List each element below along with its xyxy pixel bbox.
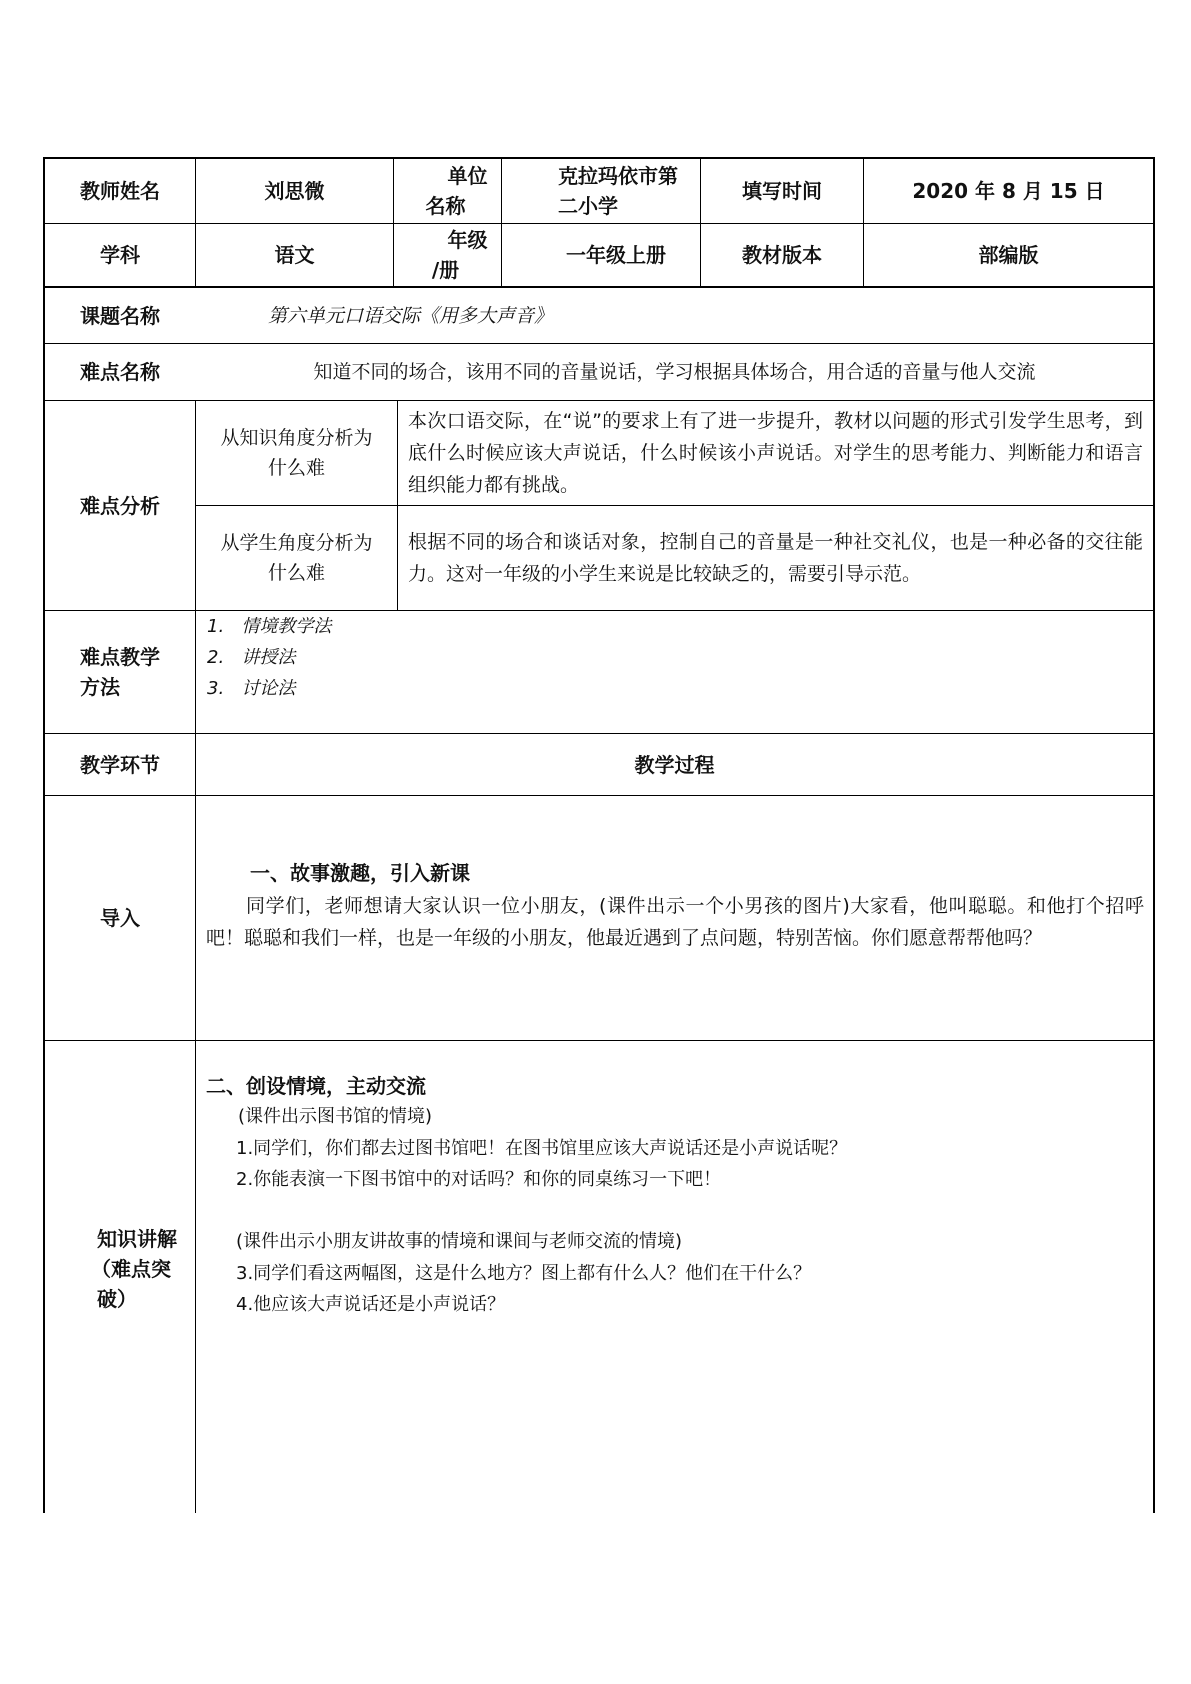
fill-time-value: 2020 年 8 月 15 日 [912, 179, 1105, 203]
knowledge-line-6: 4.他应该大声说话还是小声说话？ [236, 1294, 506, 1315]
topic-value: 第六单元口语交际《用多大声音》 [268, 304, 554, 327]
knowledge-angle-text: 本次口语交际，在“说”的要求上有了进一步提升，教材以问题的形式引发学生思考，到底什么时候应该大声说话，什么时候该小声说话。对学生的思考能力、判断能力和语言组织能力都有挑战。 [408, 410, 1143, 496]
methods-label-line1: 难点教学 [80, 645, 160, 669]
knowledge-line-5: 3.同学们看这两幅图，这是什么地方？图上都有什么人？他们在干什么？ [236, 1263, 812, 1284]
unit-label-line1: 单位 [447, 164, 488, 188]
knowledge-label-line2: （难点突 [91, 1257, 171, 1281]
intro-text: 同学们，老师想请大家认识一位小朋友，(课件出示一个小男孩的图片)大家看，他叫聪聪。和他打个招呼吧！聪聪和我们一样，也是一年级的小朋友，他最近遇到了点问题，特别苦恼。你们愿意帮帮他吗？ [206, 895, 1144, 949]
teacher-name-label: 教师姓名 [80, 179, 160, 203]
unit-label-line2: 名称 [425, 194, 466, 218]
unit-value-line2: 二小学 [558, 194, 618, 218]
difficulty-value: 知道不同的场合，该用不同的音量说话，学习根据具体场合，用合适的音量与他人交流 [313, 361, 1036, 383]
knowledge-angle-label [196, 401, 397, 505]
subject-value: 语文 [274, 243, 315, 267]
teacher-name-value: 刘思微 [264, 179, 325, 203]
method-item-1: 1. 情境教学法 [207, 616, 332, 637]
knowledge-line-2: 1.同学们，你们都去过图书馆吧！在图书馆里应该大声说话还是小声说话呢？ [236, 1138, 848, 1159]
knowledge-angle-line1: 从知识角度分析为 [220, 427, 373, 449]
row-divider [43, 795, 1155, 796]
intro-label: 导入 [100, 906, 140, 930]
knowledge-label-line1: 知识讲解 [97, 1227, 177, 1251]
knowledge-heading: 二、创设情境，主动交流 [206, 1074, 426, 1098]
fill-time-label: 填写时间 [742, 179, 822, 203]
grade-value: 一年级上册 [566, 243, 666, 267]
unit-name-label [394, 159, 501, 223]
student-angle-text: 根据不同的场合和谈话对象，控制自己的音量是一种社交礼仪，也是一种必备的交往能力。这对一年级的小学生来说是比较缺乏的，需要引导示范。 [408, 531, 1143, 585]
grade-label-line1: 年级 [447, 228, 488, 252]
edition-value: 部编版 [978, 243, 1039, 267]
knowledge-line-3: 2.你能表演一下图书馆中的对话吗？和你的同桌练习一下吧！ [236, 1169, 722, 1190]
method-item-2: 2. 讲授法 [207, 647, 296, 668]
methods-label [45, 611, 195, 733]
knowledge-angle-line2: 什么难 [267, 457, 325, 479]
subject-label: 学科 [100, 243, 140, 267]
process-title: 教学过程 [634, 752, 715, 777]
knowledge-label-line3: 破） [97, 1287, 137, 1311]
method-item-3: 3. 讨论法 [207, 678, 296, 699]
process-step-label: 教学环节 [80, 752, 160, 777]
unit-value-line1: 克拉玛依市第 [558, 164, 678, 188]
intro-heading: 一、故事激趣，引入新课 [250, 861, 470, 885]
grade-label-line2: /册 [431, 258, 460, 282]
edition-label: 教材版本 [742, 243, 822, 267]
analysis-label: 难点分析 [80, 493, 160, 518]
methods-label-line2: 方法 [80, 675, 120, 699]
unit-name-value [502, 159, 700, 223]
row-divider [43, 610, 1155, 611]
row-divider [43, 1040, 1155, 1041]
grade-label [394, 224, 501, 286]
topic-label: 课题名称 [80, 303, 160, 328]
knowledge-label [45, 1041, 195, 1513]
student-angle-line1: 从学生角度分析为 [220, 532, 373, 554]
student-angle-line2: 什么难 [267, 562, 325, 584]
student-angle-label [196, 506, 397, 610]
knowledge-line-1: (课件出示图书馆的情境) [238, 1106, 433, 1127]
difficulty-label: 难点名称 [80, 360, 160, 384]
knowledge-line-4: (课件出示小朋友讲故事的情境和课间与老师交流的情境) [236, 1231, 683, 1252]
